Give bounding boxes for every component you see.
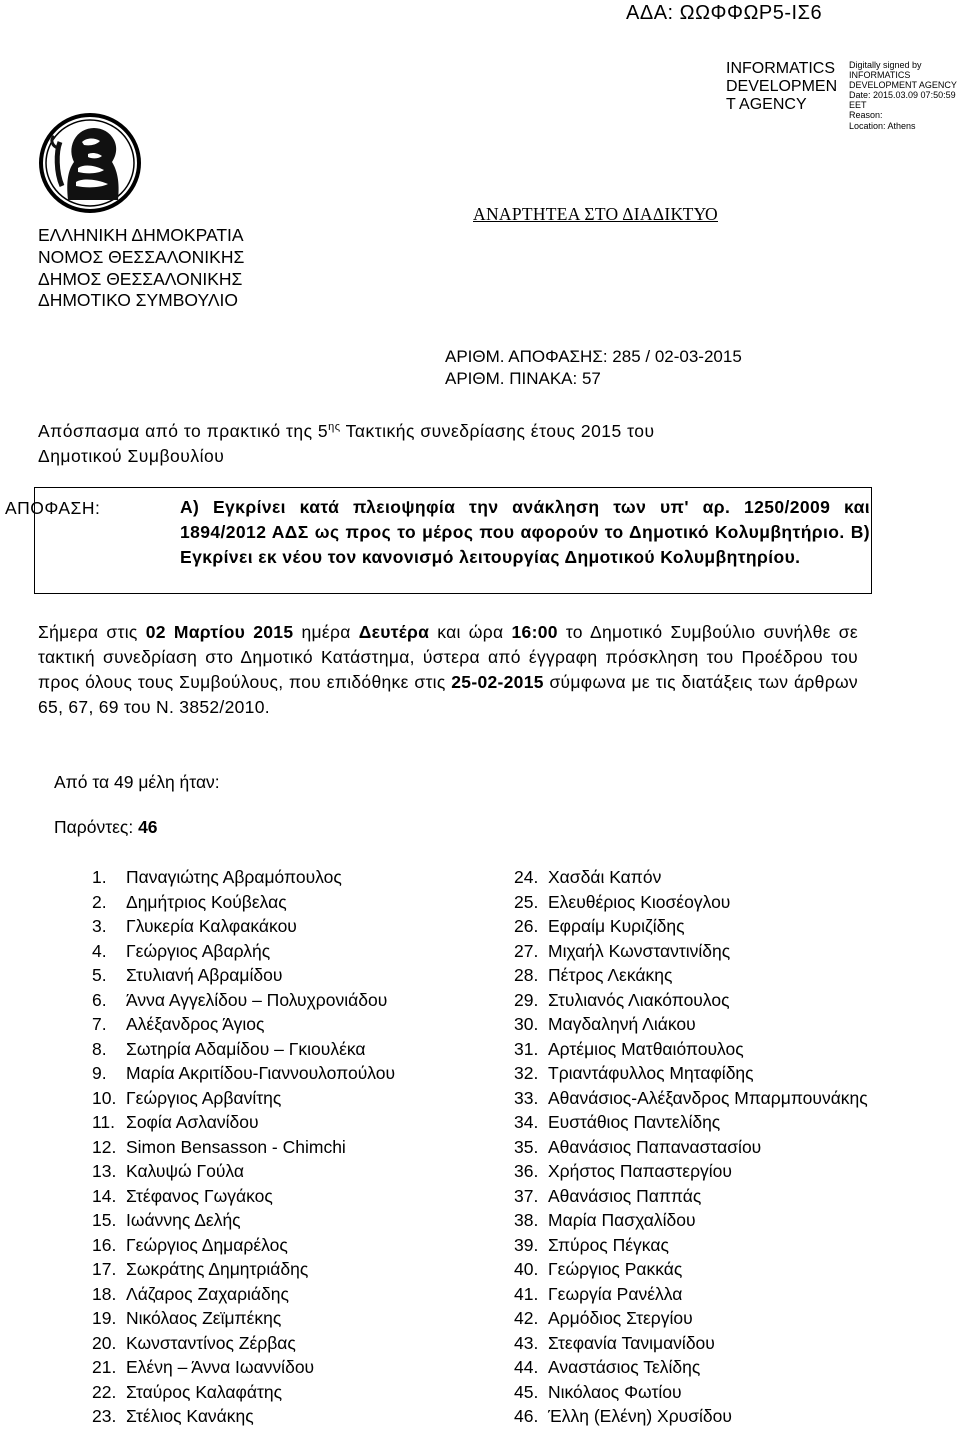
- member-name: Γεωργία Ρανέλλα: [548, 1283, 683, 1304]
- member-name: Ιωάννης Δελής: [126, 1210, 241, 1230]
- member-number: 9.: [92, 1063, 107, 1083]
- member-item: [92, 988, 395, 1013]
- members-list-left: [92, 865, 395, 1429]
- invitation-date: 25-02-2015: [451, 672, 544, 692]
- member-name: Σταύρος Καλαφάτης: [126, 1381, 283, 1402]
- body-text: το Δημοτικό Συμβούλιο συνήλθε σε τακτική συνεδρίαση στο Δημοτικό Κατάστημα, ύστερα από έγγραφη πρόσκληση του Προέδρου του προς όλους τους Συμβούλους, που επιδόθηκε στις: [38, 622, 858, 692]
- member-item: [92, 1380, 395, 1405]
- member-name: Αθανάσιος-Αλέξανδρος Μπαρμπουνάκης: [548, 1087, 868, 1108]
- member-item: [514, 1061, 868, 1086]
- member-name: Μαρία Πασχαλίδου: [548, 1210, 696, 1230]
- member-number: 31.: [514, 1038, 539, 1059]
- member-number: 27.: [514, 940, 539, 961]
- signature-details: [849, 60, 957, 131]
- member-number: 32.: [514, 1063, 539, 1083]
- member-name: Αλέξανδρος Άγιος: [126, 1014, 265, 1034]
- signature-detail-line: Date: 2015.03.09 07:50:59: [849, 90, 956, 101]
- member-name: Ελευθέριος Κιοσέογλου: [548, 891, 731, 912]
- member-name: Γλυκερία Καλφακάκου: [126, 916, 297, 936]
- member-number: 33.: [514, 1087, 539, 1108]
- member-name: Γεώργιος Ρακκάς: [548, 1259, 683, 1279]
- member-number: 29.: [514, 989, 539, 1010]
- member-name: Στέφανος Γωγάκος: [126, 1185, 273, 1206]
- member-name: Χρήστος Παπαστεργίου: [548, 1161, 732, 1181]
- member-name: Αναστάσιος Τελίδης: [548, 1357, 701, 1377]
- present-count: 46: [138, 817, 158, 837]
- member-item: [92, 1061, 395, 1086]
- member-item: [92, 1110, 395, 1135]
- member-number: 16.: [92, 1234, 117, 1255]
- present-label: Παρόντες:: [54, 817, 139, 837]
- excerpt-heading: [38, 419, 918, 469]
- member-number: 19.: [92, 1308, 117, 1328]
- member-name: Στυλιανή Αβραμίδου: [126, 965, 283, 985]
- member-item: [514, 1282, 868, 1307]
- member-item: [514, 914, 868, 939]
- member-name: Δημήτριος Κούβελας: [126, 891, 287, 912]
- member-name: Ελένη – Άννα Ιωαννίδου: [126, 1357, 315, 1377]
- member-name: Αθανάσιος Παππάς: [548, 1185, 702, 1206]
- member-item: [92, 890, 395, 915]
- header-line: ΝΟΜΟΣ ΘΕΣΣΑΛΟΝΙΚΗΣ: [38, 246, 245, 267]
- member-item: [92, 1135, 395, 1160]
- member-number: 42.: [514, 1308, 539, 1328]
- header-line: ΕΛΛΗΝΙΚΗ ΔΗΜΟΚΡΑΤΙΑ: [38, 225, 244, 245]
- member-item: [514, 890, 868, 915]
- member-name: Έλλη (Ελένη) Χρυσίδου: [548, 1406, 732, 1426]
- member-name: Σπύρος Πέγκας: [548, 1234, 669, 1255]
- member-name: Μιχαήλ Κωνσταντινίδης: [548, 940, 731, 961]
- member-number: 10.: [92, 1087, 117, 1108]
- member-item: [92, 1306, 395, 1331]
- signer-line: INFORMATICS: [726, 60, 836, 77]
- member-number: 6.: [92, 989, 107, 1010]
- member-name: Στέλιος Κανάκης: [126, 1406, 254, 1426]
- header-line: ΔΗΜΟΣ ΘΕΣΣΑΛΟΝΙΚΗΣ: [38, 268, 243, 289]
- member-item: [92, 1257, 395, 1282]
- member-item: [92, 939, 395, 964]
- member-number: 36.: [514, 1161, 539, 1181]
- excerpt-line-1: [38, 419, 918, 444]
- member-number: 5.: [92, 965, 107, 985]
- body-text: σύμφωνα με τις διατάξεις των άρθρων 65, 67, 69 του Ν. 3852/2010.: [38, 672, 858, 717]
- authority-header: [38, 225, 244, 312]
- member-name: Μαγδαληνή Λιάκου: [548, 1014, 696, 1034]
- member-name: Αρτέμιος Ματθαιόπουλος: [548, 1038, 744, 1059]
- signature-detail-line: Reason:: [849, 110, 883, 121]
- decision-text: Α) Εγκρίνει κατά πλειοψηφία την ανάκληση των υπ' αρ. 1250/2009 και 1894/2012 ΑΔΣ ως προς το μέρος που αφορούν το Δημοτικό Κολυμβητήριο. Β) Εγκρίνει εκ νέου τον κανονισμό λειτουργίας Δημοτικού Κολυμβητηρίου.: [180, 497, 870, 567]
- decision-number: ΑΡΙΘΜ. ΑΠΟΦΑΣΗΣ: 285 / 02-03-2015: [445, 347, 742, 366]
- member-name: Στυλιανός Λιακόπουλος: [548, 989, 730, 1010]
- member-item: [92, 1355, 395, 1380]
- meeting-time: 16:00: [511, 622, 558, 642]
- member-item: [514, 1331, 868, 1356]
- member-item: [514, 939, 868, 964]
- member-name: Σοφία Ασλανίδου: [126, 1112, 259, 1132]
- member-item: [92, 1086, 395, 1111]
- member-name: Σωτηρία Αδαμίδου – Γκιουλέκα: [126, 1038, 366, 1059]
- signature-detail-line: Location: Athens: [849, 120, 916, 131]
- member-item: [514, 1110, 868, 1135]
- member-number: 44.: [514, 1357, 539, 1377]
- excerpt-sup: ης: [328, 421, 341, 433]
- member-item: [92, 1404, 395, 1429]
- member-number: 41.: [514, 1283, 539, 1304]
- coin-emblem-icon: [38, 112, 142, 214]
- member-item: [92, 1037, 395, 1062]
- member-number: 15.: [92, 1210, 117, 1230]
- member-name: Ευστάθιος Παντελίδης: [548, 1112, 721, 1132]
- member-number: 30.: [514, 1014, 539, 1034]
- member-number: 14.: [92, 1185, 117, 1206]
- member-item: [92, 1282, 395, 1307]
- excerpt-part1: Απόσπασμα από το πρακτικό της 5: [38, 421, 329, 441]
- member-item: [514, 1404, 868, 1429]
- member-item: [514, 1135, 868, 1160]
- member-item: [514, 1208, 868, 1233]
- member-number: 40.: [514, 1259, 539, 1279]
- member-item: [514, 1184, 868, 1209]
- member-name: Νικόλαος Φωτίου: [548, 1381, 682, 1402]
- ada-code: ΑΔΑ: ΩΩΦΦΩΡ5-ΙΣ6: [626, 2, 823, 24]
- member-item: [514, 1257, 868, 1282]
- member-item: [514, 1159, 868, 1184]
- member-number: 38.: [514, 1210, 539, 1230]
- body-text: και ώρα: [429, 622, 512, 642]
- member-name: Εφραίμ Κυριζίδης: [548, 916, 685, 936]
- member-number: 18.: [92, 1283, 117, 1304]
- member-number: 13.: [92, 1161, 117, 1181]
- body-text: Σήμερα στις: [38, 622, 146, 642]
- member-item: [514, 1086, 868, 1111]
- signature-detail-line: INFORMATICS: [849, 70, 911, 81]
- member-name: Τριαντάφυλλος Μηταφίδης: [548, 1063, 754, 1083]
- member-item: [514, 1306, 868, 1331]
- member-item: [92, 865, 395, 890]
- member-name: Μαρία Ακριτίδου-Γιαννουλοπούλου: [126, 1063, 396, 1083]
- member-item: [92, 1159, 395, 1184]
- member-name: Καλυψώ Γούλα: [126, 1161, 245, 1181]
- signature-detail-line: Digitally signed by: [849, 60, 922, 70]
- member-item: [514, 988, 868, 1013]
- member-name: Αθανάσιος Παπαναστασίου: [548, 1136, 762, 1157]
- member-number: 43.: [514, 1332, 539, 1353]
- member-item: [92, 914, 395, 939]
- member-item: [92, 1012, 395, 1037]
- member-number: 26.: [514, 916, 539, 936]
- decision-label: ΑΠΟΦΑΣΗ:: [5, 498, 101, 518]
- member-item: [514, 1380, 868, 1405]
- excerpt-part2: Τακτικής συνεδρίασης έτους 2015 του: [340, 421, 655, 441]
- member-name: Χασδάι Καπόν: [548, 867, 662, 887]
- member-item: [92, 1233, 395, 1258]
- member-number: 17.: [92, 1259, 117, 1279]
- member-name: Αρμόδιος Στεργίου: [548, 1308, 693, 1328]
- member-name: Παναγιώτης Αβραμόπουλος: [126, 867, 342, 887]
- member-number: 24.: [514, 867, 539, 887]
- member-item: [92, 1184, 395, 1209]
- signer-line: DEVELOPMEN: [726, 78, 838, 95]
- member-number: 12.: [92, 1136, 117, 1157]
- meeting-paragraph: [38, 620, 858, 720]
- table-number: ΑΡΙΘΜ. ΠΙΝΑΚΑ: 57: [445, 368, 601, 388]
- member-item: [92, 1331, 395, 1356]
- member-name: Νικόλαος Ζεϊμπέκης: [126, 1308, 282, 1328]
- member-name: Πέτρος Λεκάκης: [548, 965, 673, 985]
- member-number: 1.: [92, 867, 107, 887]
- member-item: [514, 963, 868, 988]
- member-item: [514, 1037, 868, 1062]
- member-number: 45.: [514, 1381, 539, 1402]
- member-number: 3.: [92, 916, 107, 936]
- member-number: 11.: [92, 1112, 116, 1132]
- member-item: [514, 865, 868, 890]
- member-item: [514, 1355, 868, 1380]
- member-name: Στεφανία Τανιμανίδου: [548, 1332, 715, 1353]
- member-number: 20.: [92, 1332, 117, 1353]
- member-number: 39.: [514, 1234, 539, 1255]
- member-item: [92, 963, 395, 988]
- member-item: [514, 1233, 868, 1258]
- member-name: Σωκράτης Δημητριάδης: [126, 1259, 309, 1279]
- signature-detail-line: DEVELOPMENT AGENCY: [849, 80, 957, 91]
- member-number: 25.: [514, 891, 539, 912]
- member-name: Κωνσταντίνος Ζέρβας: [126, 1332, 296, 1353]
- signature-detail-line: EET: [849, 100, 867, 111]
- member-name: Γεώργιος Αρβανίτης: [126, 1087, 282, 1108]
- meeting-date: 02 Μαρτίου 2015: [145, 622, 294, 642]
- signature-signer: [726, 60, 844, 114]
- present-count-line: [54, 817, 158, 838]
- member-number: 22.: [92, 1381, 117, 1402]
- member-name: Άννα Αγγελίδου – Πολυχρονιάδου: [126, 989, 388, 1010]
- excerpt-line-2: Δημοτικού Συμβουλίου: [38, 446, 225, 466]
- reference-numbers: [445, 346, 742, 389]
- member-number: 23.: [92, 1406, 117, 1426]
- member-number: 7.: [92, 1014, 107, 1034]
- publish-notice: ΑΝΑΡΤΗΤΕΑ ΣΤΟ ΔΙΑΔΙΚΤΥΟ: [473, 204, 718, 224]
- member-number: 35.: [514, 1136, 539, 1157]
- member-name: Γεώργιος Δημαρέλος: [126, 1234, 288, 1255]
- meeting-day: Δευτέρα: [358, 622, 430, 642]
- member-item: [514, 1012, 868, 1037]
- member-number: 37.: [514, 1185, 539, 1206]
- member-number: 46.: [514, 1406, 539, 1426]
- member-name: Γεώργιος Αβαρλής: [126, 940, 271, 961]
- signer-line: T AGENCY: [726, 96, 807, 113]
- member-number: 2.: [92, 891, 107, 912]
- member-name: Λάζαρος Ζαχαριάδης: [126, 1283, 289, 1304]
- member-number: 8.: [92, 1038, 107, 1059]
- member-number: 21.: [92, 1357, 117, 1377]
- member-number: 4.: [92, 940, 107, 961]
- member-number: 34.: [514, 1112, 539, 1132]
- member-number: 28.: [514, 965, 539, 985]
- members-total: Από τα 49 μέλη ήταν:: [54, 772, 220, 792]
- member-item: [92, 1208, 395, 1233]
- members-list-right: [514, 865, 868, 1429]
- body-text: ημέρα: [293, 622, 359, 642]
- member-name: Simon Bensasson - Chimchi: [126, 1136, 346, 1157]
- header-line: ΔΗΜΟΤΙΚΟ ΣΥΜΒΟΥΛΙΟ: [38, 290, 239, 311]
